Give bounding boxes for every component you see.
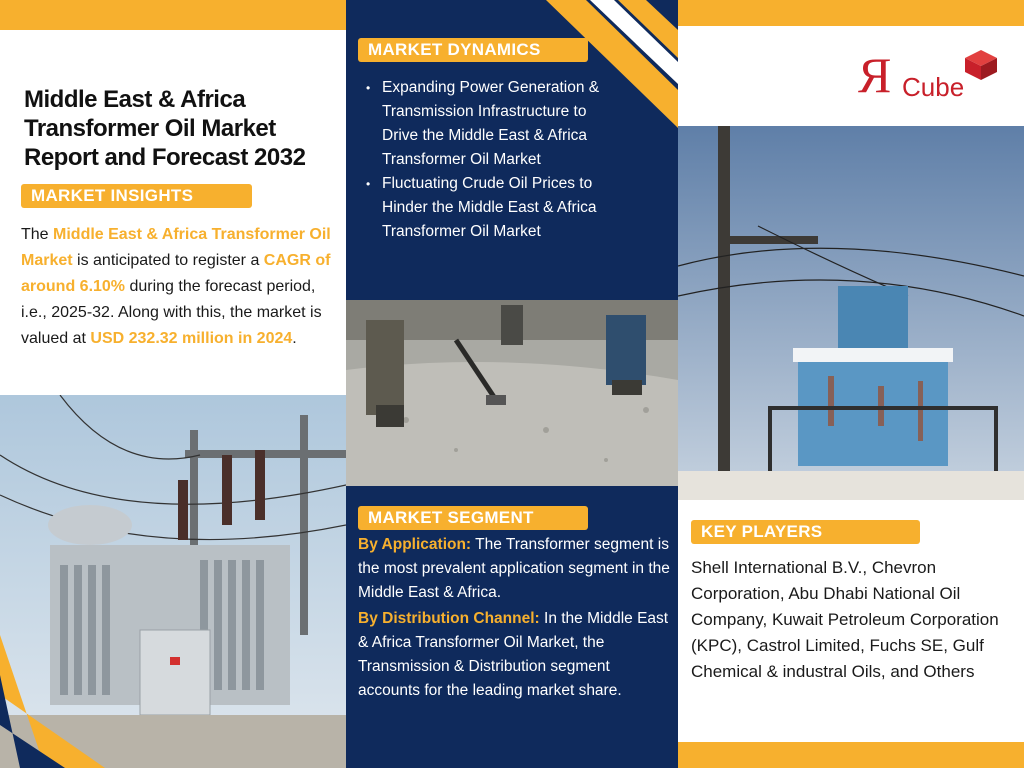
insight-text-1: The [21, 226, 54, 243]
bottom-accent-band-right [678, 742, 1024, 768]
market-dynamics-heading: MARKET DYNAMICS [358, 38, 588, 62]
market-insights-heading: MARKET INSIGHTS [21, 184, 252, 208]
segment-distribution-label: By Distribution Channel: [358, 610, 540, 627]
market-dynamics-list [366, 76, 616, 244]
insight-text-3: during the forecast period, i.e., 2025-32. Along with this, the market is valued at [21, 278, 322, 347]
pole-transformer-photo [678, 126, 1024, 500]
logo-letter-r: Я [858, 47, 892, 103]
market-segment-heading: MARKET SEGMENT [358, 506, 588, 530]
insight-highlight-market: Middle East & Africa Transformer Oil Market [21, 226, 331, 269]
insight-highlight-value: USD 232.32 million in 2024 [90, 330, 293, 347]
construction-photo [346, 300, 678, 486]
key-players-heading: KEY PLAYERS [691, 520, 920, 544]
cube-icon [963, 48, 999, 82]
market-segment-text [358, 533, 670, 705]
top-accent-band [0, 0, 346, 30]
segment-application [358, 533, 670, 605]
segment-distribution [358, 607, 670, 703]
top-accent-band-right [678, 0, 1024, 26]
segment-application-label: By Application: [358, 536, 472, 553]
insight-text-4: . [292, 330, 297, 347]
insight-text-2: is anticipated to register a [72, 252, 264, 269]
dynamics-item: • Fluctuating Crude Oil Prices to Hinder the Middle East & Africa Transformer Oil Market [366, 172, 616, 244]
insight-highlight-cagr: CAGR of around 6.10% [21, 252, 331, 295]
segment-application-text: The Transformer segment is the most prevalent application segment in the Middle East & Africa. [358, 536, 670, 601]
logo-word: Cube [902, 72, 965, 102]
dynamics-item: • Expanding Power Generation & Transmission Infrastructure to Drive the Middle East & Africa Transformer Oil Market [366, 76, 616, 172]
key-players-text: Shell International B.V., Chevron Corporation, Abu Dhabi National Oil Company, Kuwait Petroleum Corporation (KPC), Castrol Limited, Fuchs SE, Gulf Chemical & industral Oils, and Others [691, 558, 999, 681]
page-title: Middle East & Africa Transformer Oil Market Report and Forecast 2032 [24, 86, 306, 171]
substation-photo [0, 395, 346, 768]
left-panel [0, 0, 346, 768]
market-insights-text [21, 222, 333, 352]
rcube-logo [858, 48, 1008, 108]
segment-distribution-text: In the Middle East & Africa Transformer Oil Market, the Transmission & Distribution segment accounts for the leading market share. [358, 610, 669, 699]
